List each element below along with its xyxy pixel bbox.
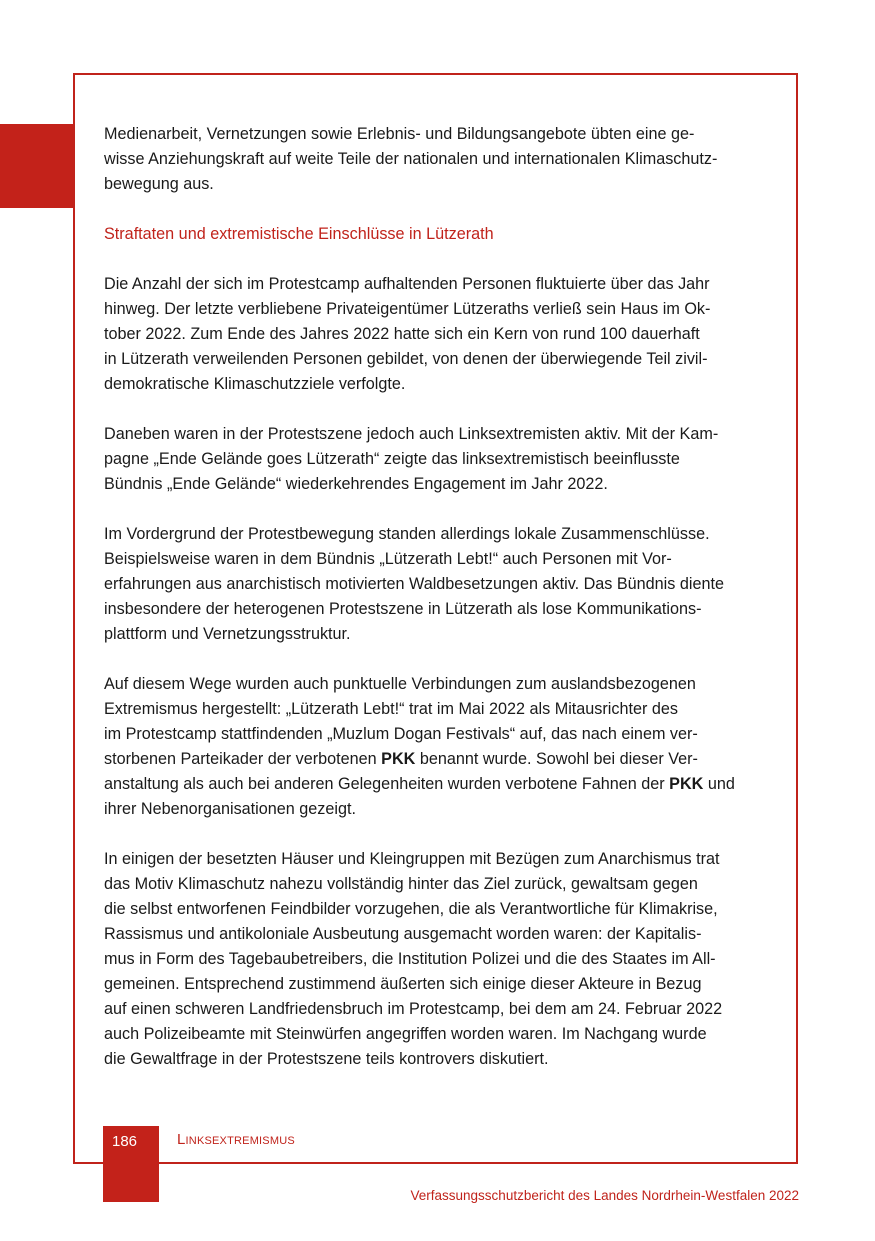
footer-publication-title: Verfassungsschutzbericht des Landes Nordrhein-Westfalen 2022	[410, 1188, 799, 1203]
main-text	[104, 122, 772, 1097]
paragraph-4-part-c: und ihrer Nebenorganisationen gezeigt.	[104, 775, 735, 818]
paragraph-4	[104, 672, 772, 822]
page-number-box	[103, 1126, 159, 1202]
paragraph-1: Die Anzahl der sich im Protestcamp aufhaltenden Personen fluktuierte über das Jahr hinweg. Der letzte verbliebene Privateigentümer Lützeraths verließ sein Haus im Ok- tober 2022. Zum Ende des Jahres 2022 hatte sich ein Kern von rund 100 dauerhaft in Lützerath verweilenden Personen gebildet, von denen der überwiegende Teil zivil- demokratische Klimaschutzziele verfolgte.	[104, 275, 711, 393]
paragraph-2: Daneben waren in der Protestszene jedoch auch Linksextremisten aktiv. Mit der Kam- pagne „Ende Gelände goes Lützerath“ zeigte das linksextremistisch beeinflusste Bündnis „Ende Gelände“ wiederkehrendes Engagement im Jahr 2022.	[104, 425, 719, 493]
page-number: 186	[112, 1133, 138, 1150]
pkk-bold-2: PKK	[669, 775, 704, 793]
paragraph-5: In einigen der besetzten Häuser und Kleingruppen mit Bezügen zum Anarchismus trat das Motiv Klimaschutz nahezu vollständig hinter das Ziel zurück, gewaltsam gegen die selbst entworfenen Feindbilder vorzugehen, die als Verantwortliche für Klimakrise, Rassismus und antikoloniale Ausbeutung ausgemacht worden waren: der Kapitalis- mus in Form des Tagebaubetreibers, die Institution Polizei und die des Staates im All- gemeinen. Entsprechend zustimmend äußerten sich einige dieser Akteure in Bezug auf einen schweren Landfriedensbruch im Protestcamp, bei dem am 24. Februar 2022 auch Polizeibeamte mit Steinwürfen angegriffen worden waren. Im Nachgang wurde die Gewaltfrage in der Protestszene teils kontrovers diskutiert.	[104, 850, 723, 1068]
side-color-tab	[0, 124, 74, 208]
paragraph-4-part-a: Auf diesem Wege wurden auch punktuelle Verbindungen zum auslandsbezogenen Extremismus hergestellt: „Lützerath Lebt!“ trat im Mai 2022 als Mitausrichter des im Protestcamp stattfindenden „Muzlum Dogan Festivals“ auf, das nach einem ver- storbenen Parteikader der verbotenen	[104, 675, 698, 768]
pkk-bold-1: PKK	[381, 750, 416, 768]
intro-paragraph: Medienarbeit, Vernetzungen sowie Erlebnis- und Bildungsangebote übten eine ge- wisse Anziehungskraft auf weite Teile der nationalen und internationalen Klimaschutz- bewegung aus.	[104, 125, 718, 193]
paragraph-4-part-b: benannt wurde. Sowohl bei dieser Ver- anstaltung als auch bei anderen Gelegenheiten wurden verbotene Fahnen der	[104, 750, 698, 793]
paragraph-3: Im Vordergrund der Protestbewegung standen allerdings lokale Zusammenschlüsse. Beispielsweise waren in dem Bündnis „Lützerath Lebt!“ auch Personen mit Vor- erfahrungen aus anarchistisch motivierten Waldbesetzungen aktiv. Das Bündnis diente insbesondere der heterogenen Protestszene in Lützerath als lose Kommunikations- plattform und Vernetzungsstruktur.	[104, 525, 724, 643]
section-label: Linksextremismus	[177, 1131, 295, 1148]
section-heading: Straftaten und extremistische Einschlüsse in Lützerath	[104, 225, 494, 243]
